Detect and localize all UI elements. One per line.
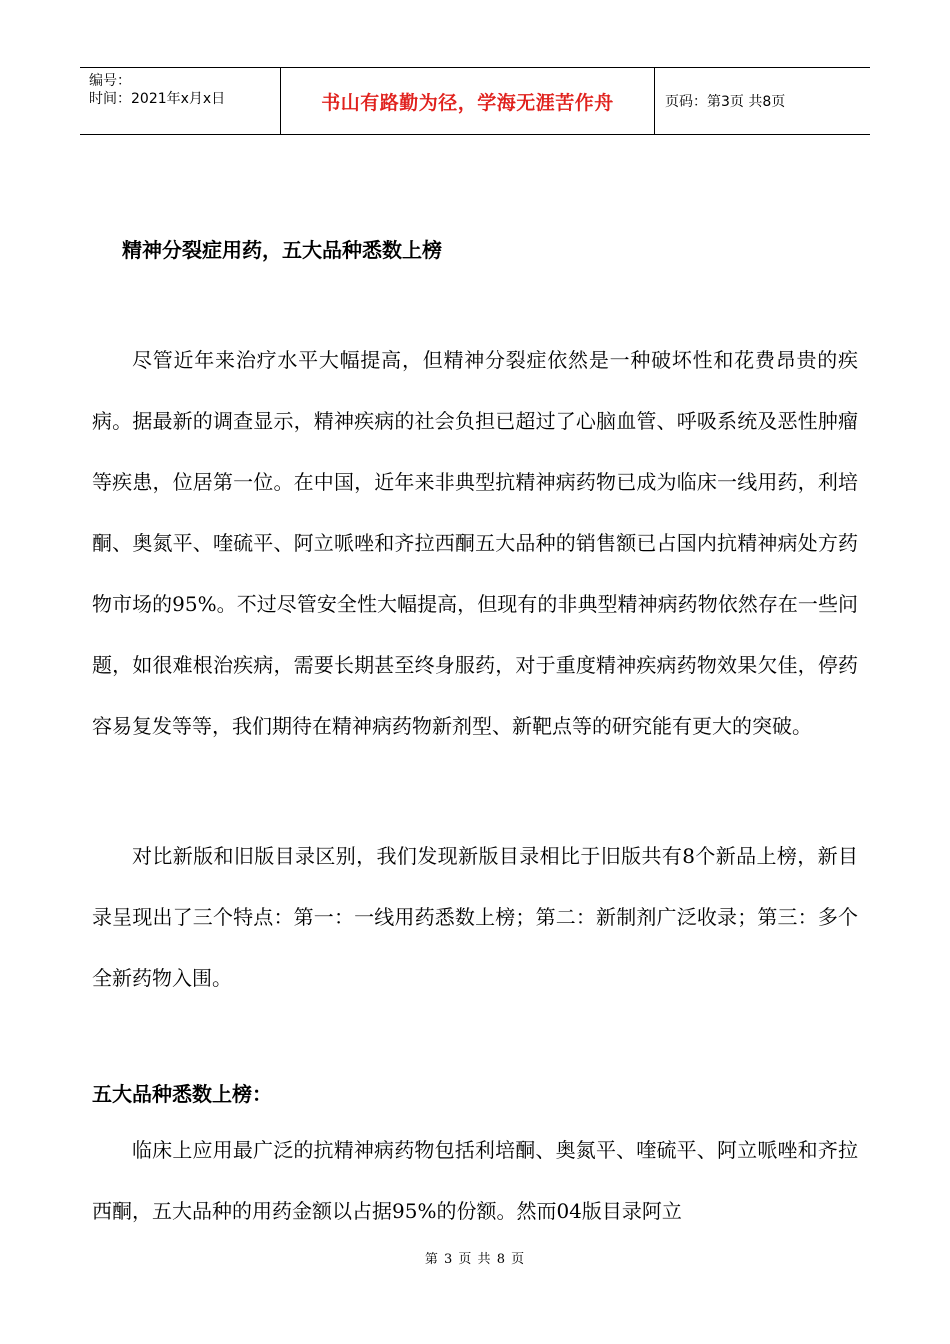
- paragraph-five-varieties: 临床上应用最广泛的抗精神病药物包括利培酮、奥氮平、喹硫平、阿立哌唑和齐拉西酮，五大品种的用药金额以占据95%的份额。然而04版目录阿立: [92, 1138, 858, 1223]
- page-header: [80, 67, 870, 135]
- document-number-label: 编号：: [89, 73, 131, 89]
- header-motto: 书山有路勤为径，学海无涯苦作舟: [281, 68, 655, 134]
- paragraph-intro: 尽管近年来治疗水平大幅提高，但精神分裂症依然是一种破坏性和花费昂贵的疾病。据最新的调查显示，精神疾病的社会负担已超过了心脑血管、呼吸系统及恶性肿瘤等疾患，位居第一位。在中国，近年来非典型抗精神病药物已成为临床一线用药，利培酮、奥氮平、喹硫平、阿立哌唑和齐拉西酮五大品种的销售额已占国内抗精神病处方药物市场的95%。不过尽管安全性大幅提高，但现有的非典型精神病药物依然存在一些问题，如很难根治疾病，需要长期甚至终身服药，对于重度精神疾病药物效果欠佳，停药容易复发等等，我们期待在精神病药物新剂型、新靶点等的研究能有更大的突破。: [92, 348, 858, 738]
- page-footer: 第 3 页 共 8 页: [424, 1252, 526, 1267]
- paragraph-comparison: 对比新版和旧版目录区别，我们发现新版目录相比于旧版共有8个新品上榜，新目录呈现出了三个特点：第一：一线用药悉数上榜；第二：新制剂广泛收录；第三：多个全新药物入围。: [92, 844, 858, 990]
- section-title: 五大品种悉数上榜：: [92, 1082, 272, 1106]
- header-meta: [80, 68, 281, 134]
- article-title: 精神分裂症用药，五大品种悉数上榜: [122, 238, 442, 262]
- header-page-info: 页码：第3页 共8页: [665, 94, 786, 110]
- document-date-label: 时间：2021年x月x日: [89, 91, 226, 107]
